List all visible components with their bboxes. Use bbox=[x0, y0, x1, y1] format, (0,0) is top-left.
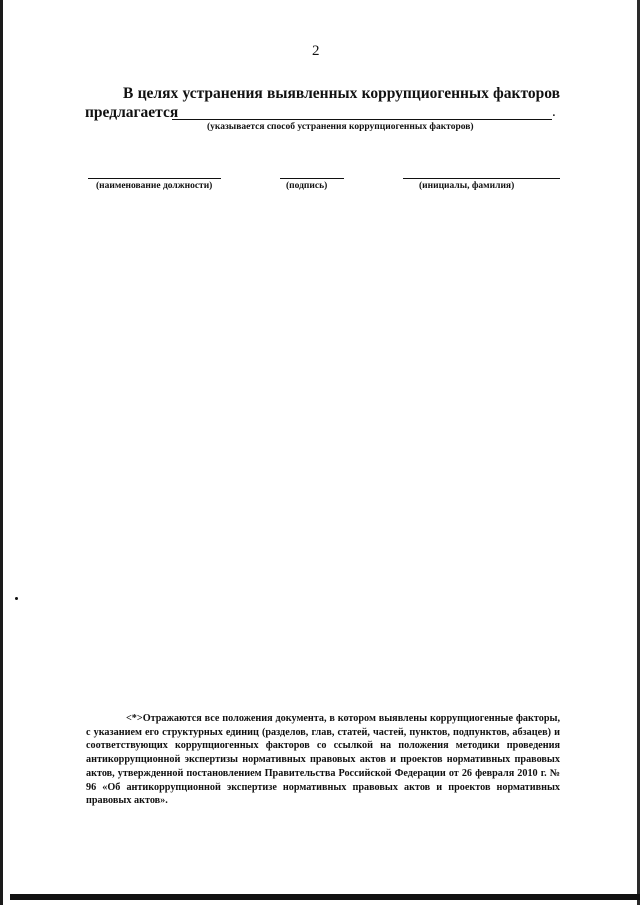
signature-hint: (подпись) bbox=[286, 181, 328, 191]
name-fill-line bbox=[403, 178, 560, 179]
offer-fill-line bbox=[172, 119, 552, 120]
page-number: 2 bbox=[312, 43, 320, 59]
intro-word: коррупциогенных bbox=[361, 85, 489, 102]
intro-word: В bbox=[123, 85, 134, 102]
scan-bottom-edge bbox=[10, 894, 640, 900]
intro-sentence-line bbox=[123, 85, 560, 103]
intro-word: устранения bbox=[182, 85, 263, 102]
scan-left-edge bbox=[0, 0, 3, 905]
position-fill-line bbox=[88, 178, 221, 179]
position-hint: (наименование должности) bbox=[96, 181, 213, 191]
offer-period: . bbox=[552, 104, 556, 120]
method-hint: (указывается способ устранения коррупциогенных факторов) bbox=[207, 122, 474, 132]
offer-word: предлагается bbox=[85, 104, 179, 121]
signature-fill-line bbox=[280, 178, 344, 179]
intro-word: факторов bbox=[493, 85, 560, 102]
footnote-text: <*>Отражаются все положения документа, в котором выявлены коррупциогенные факторы, с указанием его структурных единиц (разделов, глав, статей, частей, пунктов, подпунктов, абзацев) и соответствующих коррупциогенных факторов со ссылкой на положения методики проведения антикоррупционной экспертизы нормативных правовых актов и проектов нормативных правовых актов, утвержденной постановлением Правительства Российской Федерации от 26 февраля 2010 г. № 96 «Об антикоррупционной экспертизе нормативных правовых актов и проектов нормативных правовых актов». bbox=[86, 713, 560, 807]
scan-speck bbox=[15, 597, 18, 600]
intro-word: выявленных bbox=[267, 85, 358, 102]
name-hint: (инициалы, фамилия) bbox=[419, 181, 515, 191]
footnote bbox=[86, 712, 560, 808]
intro-word: целях bbox=[137, 85, 179, 102]
